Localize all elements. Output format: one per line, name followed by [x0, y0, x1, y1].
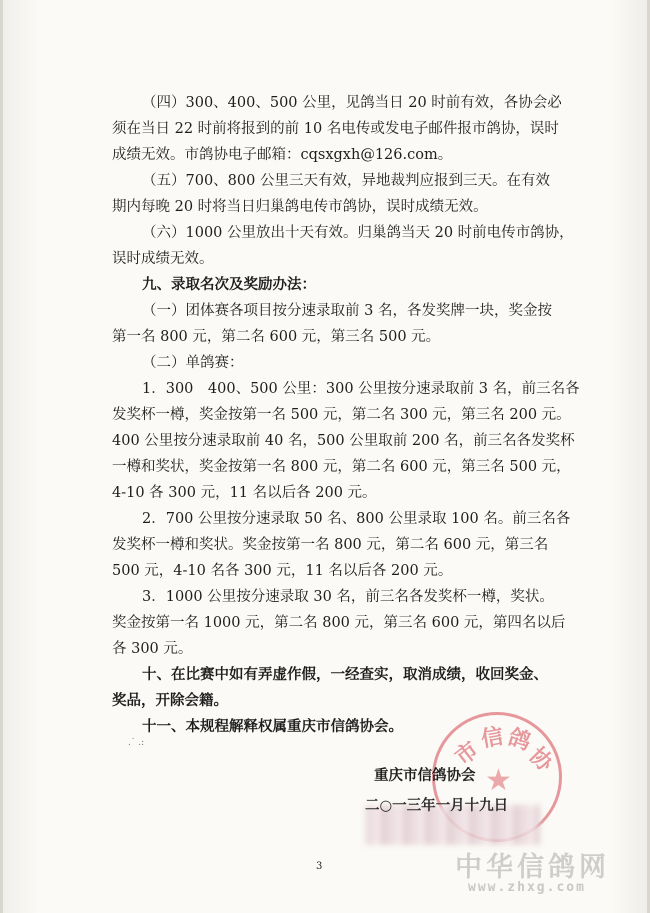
scan-edge-left: [0, 0, 3, 913]
seal-star-icon: ★: [485, 763, 512, 798]
text-line: 须在当日 22 时前将报到的前 10 名电传或发电子邮件报市鸽协，误时: [112, 121, 559, 137]
text-line: 发奖杯一樽，奖金按第一名 500 元，第二名 300 元，第三名 200 元。: [112, 407, 571, 423]
text-line: （一）团体赛各项目按分速录取前 3 名，各发奖牌一块，奖金按: [142, 303, 552, 319]
text-line: 成绩无效。市鸽协电子邮箱：cqsxgxh@126.com。: [112, 147, 453, 163]
text-line: （六）1000 公里放出十天有效。归巢鸽当天 20 时前电传市鸽协，: [142, 225, 574, 241]
text-line: 500 元，4-10 名各 300 元，11 名以后各 200 元。: [112, 563, 453, 579]
section-heading-9: 九、录取名次及奖励办法：: [142, 276, 316, 293]
text-line: 一樽和奖状，奖金按第一名 800 元，第二名 600 元，第三名 500 元，: [112, 459, 571, 475]
page-number: 3: [316, 861, 323, 872]
text-line: 1．300 400、500 公里：300 公里按分速录取前 3 名，前三名各: [142, 381, 580, 397]
section-heading-10: 十、在比赛中如有弄虚作假，一经查实，取消成绩，收回奖金、: [142, 666, 548, 683]
text-line: 奖品，开除会籍。: [112, 692, 228, 709]
text-line: 发奖杯一樽和奖状。奖金按第一名 800 元，第二名 600 元，第三名: [112, 537, 549, 553]
text-line: 2．700 公里按分速录取 50 名、800 公里录取 100 名。前三名各: [142, 511, 571, 527]
subsection-heading: （二）单鸽赛：: [142, 355, 244, 371]
text-line: 误时成绩无效。: [112, 251, 214, 267]
section-heading-11: 十一、本规程解释权属重庆市信鸽协会。: [142, 718, 403, 735]
text-line: 各 300 元。: [112, 641, 193, 657]
text-line: 期内每晚 20 时将当日归巢鸽电传市鸽协，误时成绩无效。: [112, 199, 488, 215]
watermark-url: www.zhxg.com: [468, 880, 586, 895]
signature-date: 二○一三年一月十九日: [365, 797, 509, 814]
text-line: 400 公里按分速录取前 40 名，500 公里取前 200 名，前三名各发奖杯: [112, 433, 575, 449]
watermark-logo: 中华信鸽网: [455, 852, 610, 883]
signature-organization: 重庆市信鸽协会: [374, 767, 476, 784]
text-line: 奖金按第一名 1000 元，第二名 800 元，第三名 600 元，第四名以后: [112, 615, 566, 631]
text-line: 3．1000 公里按分速录取 30 名，前三名各发奖杯一樽，奖状。: [142, 589, 554, 605]
scan-specks: .˙ .:: [128, 738, 145, 748]
text-line: （五）700、800 公里三天有效，异地裁判应报到三天。在有效: [142, 173, 550, 189]
text-line: （四）300、400、500 公里，见鸽当日 20 时前有效，各协会必: [142, 95, 562, 111]
seal-text: 市 信 鸽 协: [450, 723, 558, 777]
text-line: 4-10 各 300 元，11 名以后各 200 元。: [112, 485, 377, 501]
text-line: 第一名 800 元，第二名 600 元，第三名 500 元。: [112, 329, 441, 345]
